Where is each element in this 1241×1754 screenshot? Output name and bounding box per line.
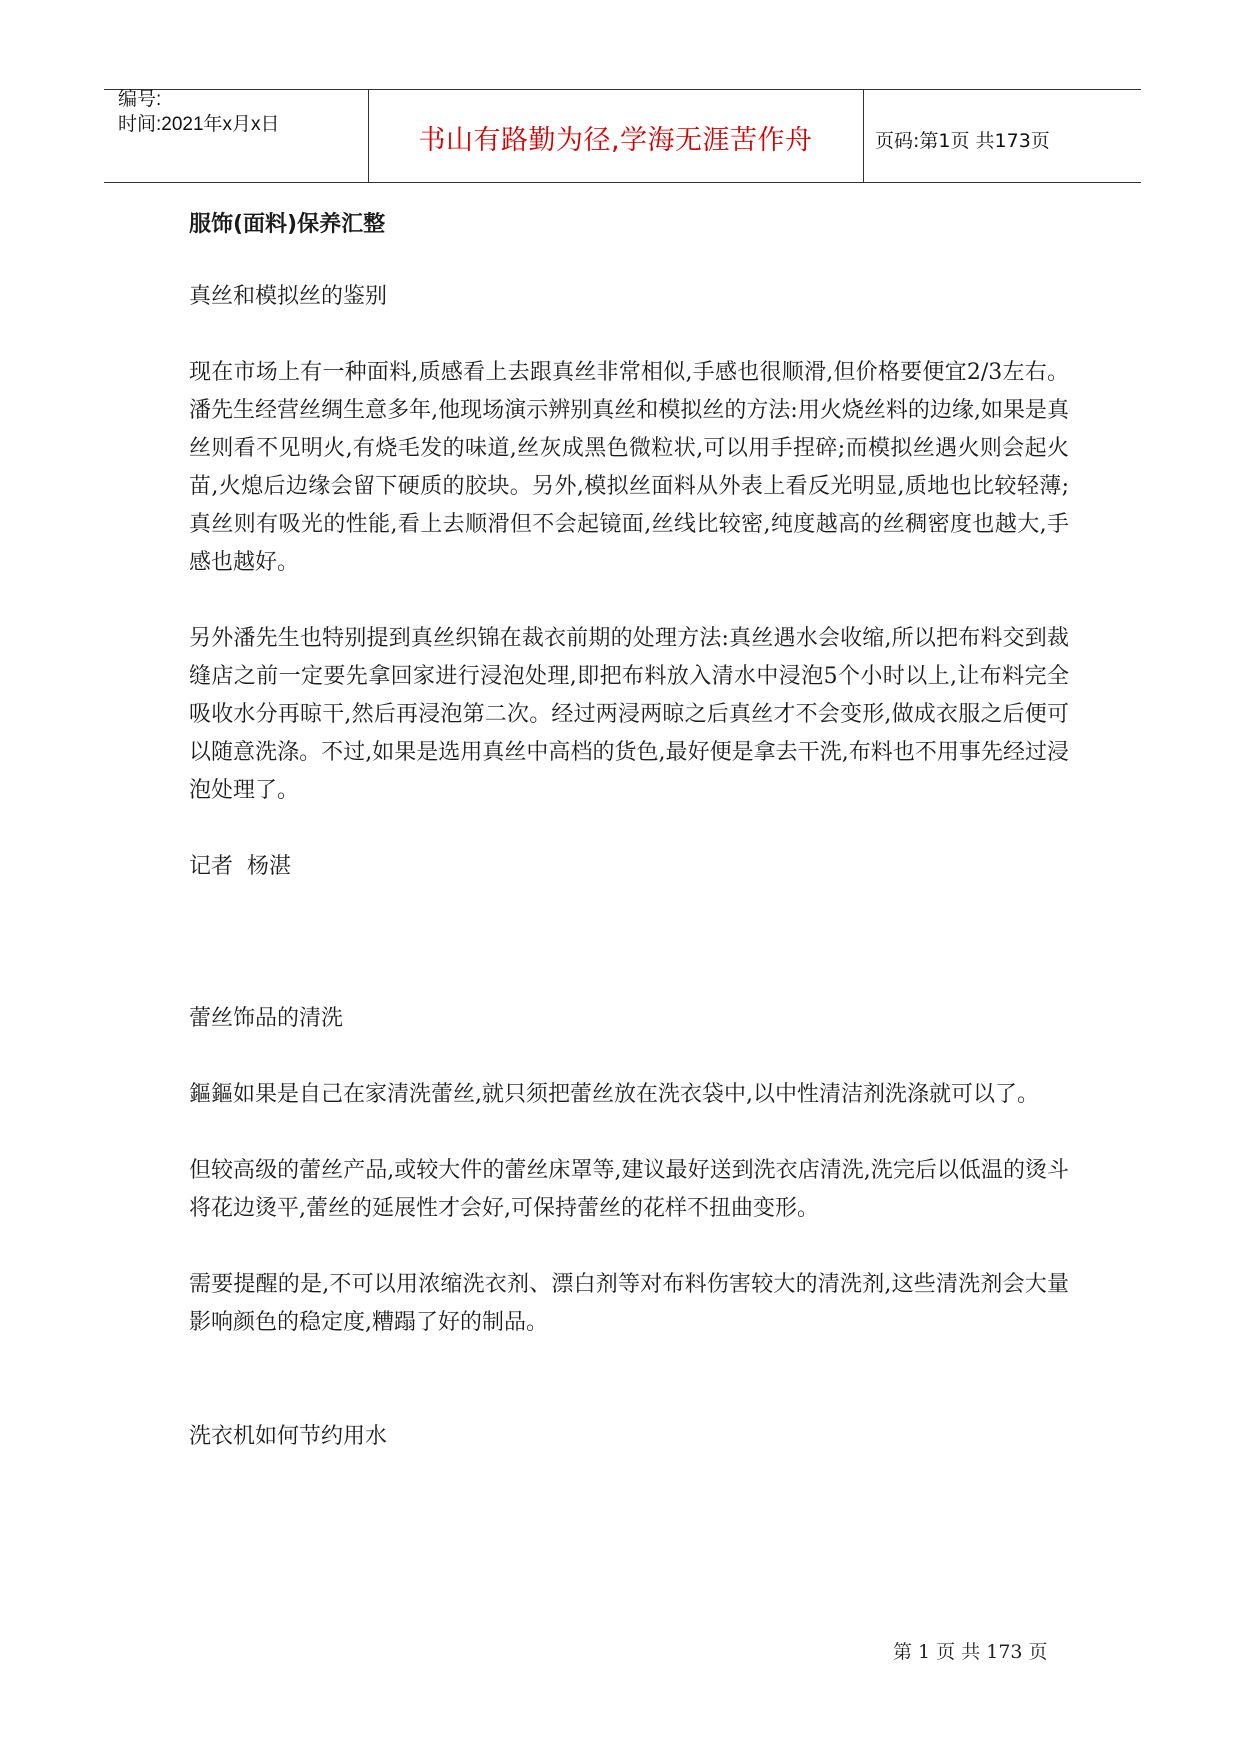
paragraph: 另外潘先生也特别提到真丝织锦在裁衣前期的处理方法:真丝遇水会收缩,所以把布料交到裁缝店之前一定要先拿回家进行浸泡处理,即把布料放入清水中浸泡5个小时以上,让布料完全吸收水分再晾干,然后再浸泡第二次。经过两浸两晾之后真丝才不会变形,做成衣服之后便可以随意洗涤。不过,如果是选用真丝中高档的货色,最好便是拿去干洗,布料也不用事先经过浸泡处理了。 xyxy=(189,626,1069,803)
section-silk xyxy=(189,278,1069,886)
section-heading: 蕾丝饰品的清洗 xyxy=(189,1006,344,1031)
section-lace xyxy=(189,1000,1069,1342)
section-heading: 真丝和模拟丝的鉴别 xyxy=(189,284,388,309)
number-label: 编号: xyxy=(118,89,162,110)
page-footer: 第 1 页 共 173 页 xyxy=(893,1641,1048,1663)
time-label: 时间:2021年x月x日 xyxy=(118,114,280,135)
header-middle-cell xyxy=(368,90,864,182)
page-code: 页码:第1页 共173页 xyxy=(875,130,1050,152)
slogan: 书山有路勤为径,学海无涯苦作舟 xyxy=(418,125,813,156)
paragraph: 但较高级的蕾丝产品,或较大件的蕾丝床罩等,建议最好送到洗衣店清洗,洗完后以低温的烫斗将花边烫平,蕾丝的延展性才会好,可保持蕾丝的花样不扭曲变形。 xyxy=(189,1158,1069,1221)
section-washer xyxy=(189,1418,1069,1456)
page-header xyxy=(104,89,1141,183)
paragraph: 现在市场上有一种面料,质感看上去跟真丝非常相似,手感也很顺滑,但价格要便宜2/3左右。潘先生经营丝绸生意多年,他现场演示辨别真丝和模拟丝的方法:用火烧丝料的边缘,如果是真丝则看不见明火,有烧毛发的味道,丝灰成黑色微粒状,可以用手捏碎;而模拟丝遇火则会起火苗,火熄后边缘会留下硬质的胶块。另外,模拟丝面料从外表上看反光明显,质地也比较轻薄;真丝则有吸光的性能,看上去顺滑但不会起镜面,丝线比较密,纯度越高的丝稠密度也越大,手感也越好。 xyxy=(189,360,1069,575)
section-heading: 洗衣机如何节约用水 xyxy=(189,1424,388,1449)
paragraph: 鏂鏂如果是自己在家清洗蕾丝,就只须把蕾丝放在洗衣袋中,以中性清洁剂洗涤就可以了。 xyxy=(189,1082,1039,1107)
paragraph: 需要提醒的是,不可以用浓缩洗衣剂、漂白剂等对布料伤害较大的清洗剂,这些清洗剂会大量影响颜色的稳定度,糟蹋了好的制品。 xyxy=(189,1272,1069,1335)
header-left-cell xyxy=(104,90,369,182)
document-body xyxy=(189,207,1069,1456)
header-right-cell xyxy=(863,90,1141,182)
reporter-line: 记者 杨湛 xyxy=(189,854,291,879)
document-title: 服饰(面料)保养汇整 xyxy=(189,212,386,237)
